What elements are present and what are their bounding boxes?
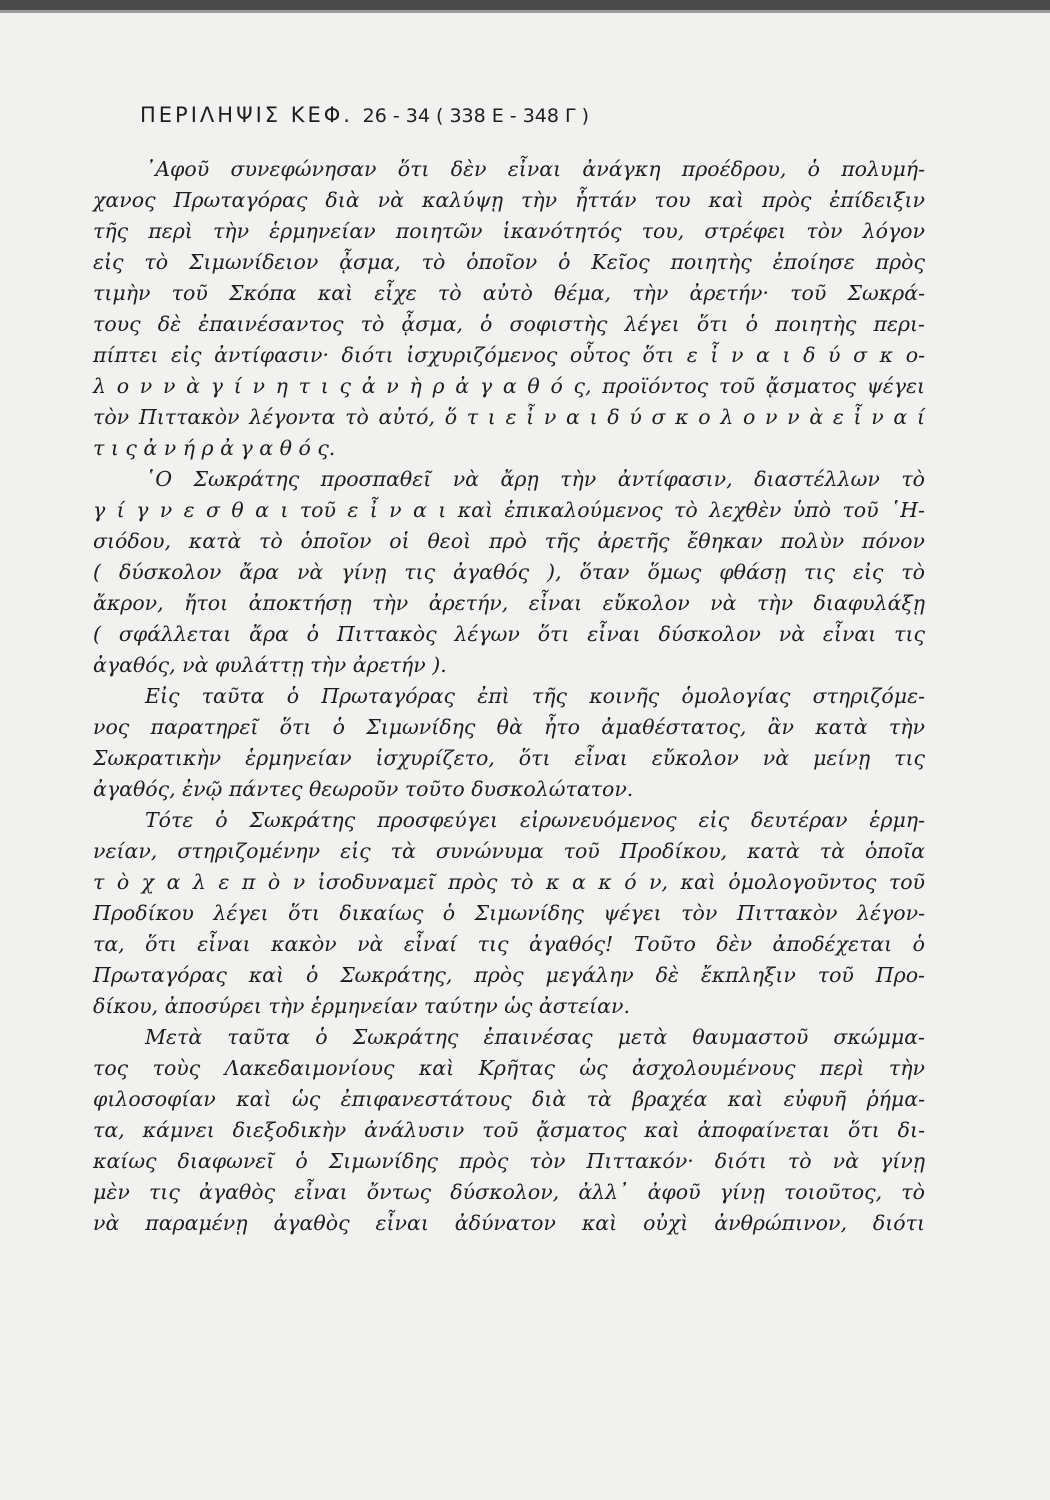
text-line: τιμὴν τοῦ Σκόπα καὶ εἶχε τὸ αὐτὸ θέμα, τὴν ἀρετήν· τοῦ Σωκρά- xyxy=(93,281,925,305)
heading-range: 26 - 34 ( 338 Ε - 348 Γ ) xyxy=(362,105,590,127)
text-line: ῾Ο Σωκράτης προσπαθεῖ νὰ ἄρῃ τὴν ἀντίφασιν, διαστέλλων τὸ xyxy=(145,467,925,491)
text-line: τ ι ς ἀ ν ή ρ ἀ γ α θ ό ς. xyxy=(93,436,336,460)
text-line: δίκου, ἀποσύρει τὴν ἑρμηνείαν ταύτην ὡς ἀστείαν. xyxy=(93,994,630,1018)
text-line: τα, κάμνει διεξοδικὴν ἀνάλυσιν τοῦ ᾄσματος καὶ ἀποφαίνεται ὅτι δι- xyxy=(93,1118,925,1142)
page-heading xyxy=(140,103,960,127)
text-line: σιόδου, κατὰ τὸ ὁποῖον οἱ θεοὶ πρὸ τῆς ἀρετῆς ἔθηκαν πολὺν πόνον xyxy=(93,529,925,553)
text-line: νὰ παραμένῃ ἀγαθὸς εἶναι ἀδύνατον καὶ οὐχὶ ἀνθρώπινον, διότι xyxy=(93,1211,925,1235)
text-line: ἀγαθός, ἐνῷ πάντες θεωροῦν τοῦτο δυσκολώτατον. xyxy=(93,777,634,801)
scan-top-edge-shadow xyxy=(0,10,1050,13)
scan-top-edge xyxy=(0,0,1050,10)
text-line: τος τοὺς Λακεδαιμονίους καὶ Κρῆτας ὡς ἀσχολουμένους περὶ τὴν xyxy=(93,1056,925,1080)
text-line: ἀγαθός, νὰ φυλάττῃ τὴν ἀρετήν ). xyxy=(93,653,447,677)
text-line: νείαν, στηριζομένην εἰς τὰ συνώνυμα τοῦ Προδίκου, κατὰ τὰ ὁποῖα xyxy=(93,839,925,863)
text-line: μὲν τις ἀγαθὸς εἶναι ὄντως δύσκολον, ἀλλ᾿ ἀφοῦ γίνῃ τοιοῦτος, τὸ xyxy=(93,1180,925,1204)
text-line: Σωκρατικὴν ἑρμηνείαν ἰσχυρίζετο, ὅτι εἶναι εὔκολον νὰ μείνῃ τις xyxy=(93,746,925,770)
text-line: φιλοσοφίαν καὶ ὡς ἐπιφανεστάτους διὰ τὰ βραχέα καὶ εὐφυῆ ῥήμα- xyxy=(93,1087,925,1111)
text-line: ( σφάλλεται ἄρα ὁ Πιττακὸς λέγων ὅτι εἶναι δύσκολον νὰ εἶναι τις xyxy=(93,622,925,646)
summary-text xyxy=(93,154,925,1239)
text-line: Προδίκου λέγει ὅτι δικαίως ὁ Σιμωνίδης ψέγει τὸν Πιττακὸν λέγον- xyxy=(93,901,925,925)
text-line: τους δὲ ἐπαινέσαντος τὸ ᾆσμα, ὁ σοφιστὴς λέγει ὅτι ὁ ποιητὴς περι- xyxy=(93,312,925,336)
text-line: τῆς περὶ τὴν ἑρμηνείαν ποιητῶν ἱκανότητός του, στρέφει τὸν λόγον xyxy=(93,219,925,243)
text-line: ἄκρον, ἤτοι ἀποκτήσῃ τὴν ἀρετήν, εἶναι εὔκολον νὰ τὴν διαφυλάξῃ xyxy=(93,591,925,615)
text-line: πίπτει εἰς ἀντίφασιν· διότι ἰσχυριζόμενος οὗτος ὅτι ε ἶ ν α ι δ ύ σ κ ο- xyxy=(93,343,925,367)
text-line: Μετὰ ταῦτα ὁ Σωκράτης ἐπαινέσας μετὰ θαυμαστοῦ σκώμμα- xyxy=(145,1025,925,1049)
text-line: ( δύσκολον ἄρα νὰ γίνῃ τις ἀγαθός ), ὅταν ὅμως φθάσῃ τις εἰς τὸ xyxy=(93,560,925,584)
text-line: τὸν Πιττακὸν λέγοντα τὸ αὐτό, ὅ τ ι ε ἶ ν α ι δ ύ σ κ ο λ ο ν ν ὰ ε ἶ ν α ί xyxy=(93,405,925,429)
heading-title: ΠΕΡΙΛΗΨΙΣ ΚΕΦ. xyxy=(140,103,353,127)
text-line: Τότε ὁ Σωκράτης προσφεύγει εἰρωνευόμενος εἰς δευτέραν ἑρμη- xyxy=(145,808,925,832)
text-line: Εἰς ταῦτα ὁ Πρωταγόρας ἐπὶ τῆς κοινῆς ὁμολογίας στηριζόμε- xyxy=(145,684,925,708)
text-line: τα, ὅτι εἶναι κακὸν νὰ εἶναί τις ἀγαθός! Τοῦτο δὲν ἀποδέχεται ὁ xyxy=(93,932,925,956)
text-line: καίως διαφωνεῖ ὁ Σιμωνίδης πρὸς τὸν Πιττακόν· διότι τὸ νὰ γίνῃ xyxy=(93,1149,925,1173)
text-line: γ ί γ ν ε σ θ α ι τοῦ ε ἶ ν α ι καὶ ἐπικαλούμενος τὸ λεχθὲν ὑπὸ τοῦ ῾Η- xyxy=(93,498,925,522)
text-line: χανος Πρωταγόρας διὰ νὰ καλύψῃ τὴν ἧττάν του καὶ πρὸς ἐπίδειξιν xyxy=(93,188,925,212)
text-line: νος παρατηρεῖ ὅτι ὁ Σιμωνίδης θὰ ἦτο ἀμαθέστατος, ἂν κατὰ τὴν xyxy=(93,715,925,739)
text-line: τ ὸ χ α λ ε π ὸ ν ἰσοδυναμεῖ πρὸς τὸ κ α κ ό ν, καὶ ὁμολογοῦντος τοῦ xyxy=(93,870,925,894)
text-line: Πρωταγόρας καὶ ὁ Σωκράτης, πρὸς μεγάλην δὲ ἔκπληξιν τοῦ Προ- xyxy=(93,963,925,987)
text-line: εἰς τὸ Σιμωνίδειον ᾆσμα, τὸ ὁποῖον ὁ Κεῖος ποιητὴς ἐποίησε πρὸς xyxy=(93,250,925,274)
text-line: ᾿Αφοῦ συνεφώνησαν ὅτι δὲν εἶναι ἀνάγκη προέδρου, ὁ πολυμή- xyxy=(145,157,925,181)
text-line: λ ο ν ν ὰ γ ί ν η τ ι ς ἀ ν ὴ ρ ἀ γ α θ ό ς, προϊόντος τοῦ ᾄσματος ψέγει xyxy=(93,374,925,398)
